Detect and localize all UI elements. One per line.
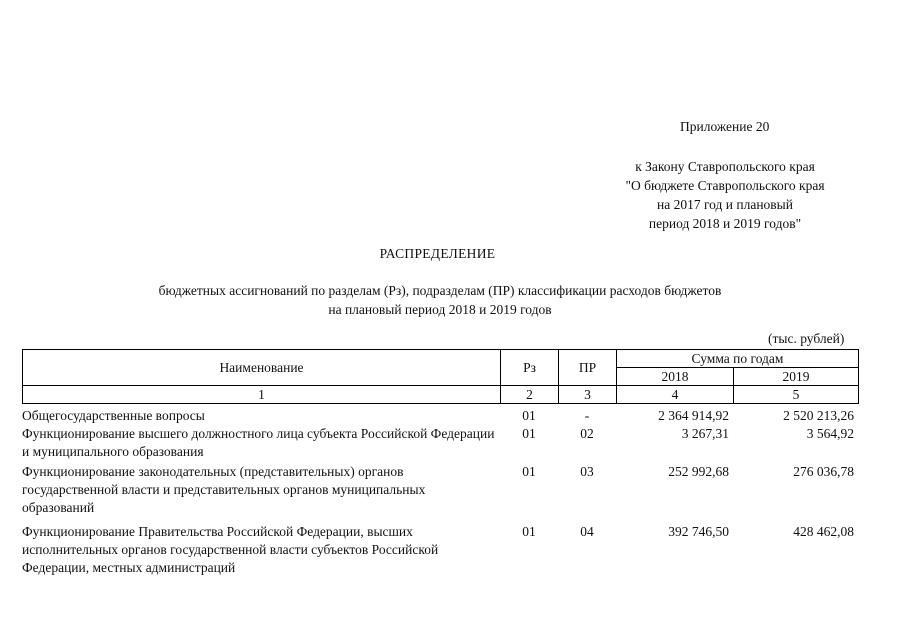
column-number: 4 (617, 386, 734, 404)
law-line: к Закону Ставропольского края (635, 159, 815, 174)
table-body (22, 407, 858, 577)
column-number: 2 (501, 386, 559, 404)
header-pr: ПР (559, 350, 617, 386)
row-2019: 428 462,08 (793, 524, 854, 539)
row-2018: 2 364 914,92 (658, 408, 729, 423)
row-name: Общегосударственные вопросы (22, 408, 205, 423)
row-rz: 01 (522, 524, 536, 539)
law-line: на 2017 год и плановый (657, 197, 793, 212)
row-2019: 2 520 213,26 (783, 408, 854, 423)
table-row (22, 463, 858, 523)
row-2019: 276 036,78 (793, 464, 854, 479)
row-name: Функционирование Правительства Российской Федерации, высших исполнительных органов государственной власти субъектов Российской Федерации, местных администраций (22, 524, 439, 575)
row-pr: - (584, 408, 590, 423)
row-pr: 03 (580, 464, 594, 479)
row-name: Функционирование законодательных (представительных) органов государственной власти и представительных органов муниципальных образований (22, 464, 426, 515)
document-title: РАСПРЕДЕЛЕНИЕ (379, 246, 496, 261)
table-row (22, 425, 858, 463)
row-2018: 3 267,31 (681, 426, 729, 441)
law-line: "О бюджете Ставропольского края (625, 178, 825, 193)
subtitle-line: на плановый период 2018 и 2019 годов (328, 302, 552, 317)
subtitle-line: бюджетных ассигнований по разделам (Рз), подразделам (ПР) классификации расходов бюджетов (158, 283, 722, 298)
column-number: 5 (734, 386, 859, 404)
header-sum: Сумма по годам (617, 350, 859, 368)
column-number: 3 (559, 386, 617, 404)
header-year-2019: 2019 (734, 368, 859, 386)
row-2018: 252 992,68 (668, 464, 729, 479)
row-rz: 01 (522, 426, 536, 441)
header-year-2018: 2018 (617, 368, 734, 386)
units-label: (тыс. рублей) (768, 331, 845, 346)
law-reference (560, 157, 890, 233)
row-2019: 3 564,92 (806, 426, 854, 441)
header-name: Наименование (23, 350, 501, 386)
row-2018: 392 746,50 (668, 524, 729, 539)
row-rz: 01 (522, 408, 536, 423)
law-line: период 2018 и 2019 годов" (648, 216, 802, 231)
row-pr: 02 (580, 426, 594, 441)
appendix-label: Приложение 20 (680, 119, 770, 134)
column-number: 1 (23, 386, 501, 404)
row-name: Функционирование высшего должностного лица субъекта Российской Федерации и муниципального образования (22, 426, 495, 459)
table-row (22, 407, 858, 425)
table-row (22, 523, 858, 577)
table-header (22, 349, 859, 404)
row-pr: 04 (580, 524, 594, 539)
header-rz: Рз (501, 350, 559, 386)
document-subtitle (0, 281, 880, 319)
row-rz: 01 (522, 464, 536, 479)
